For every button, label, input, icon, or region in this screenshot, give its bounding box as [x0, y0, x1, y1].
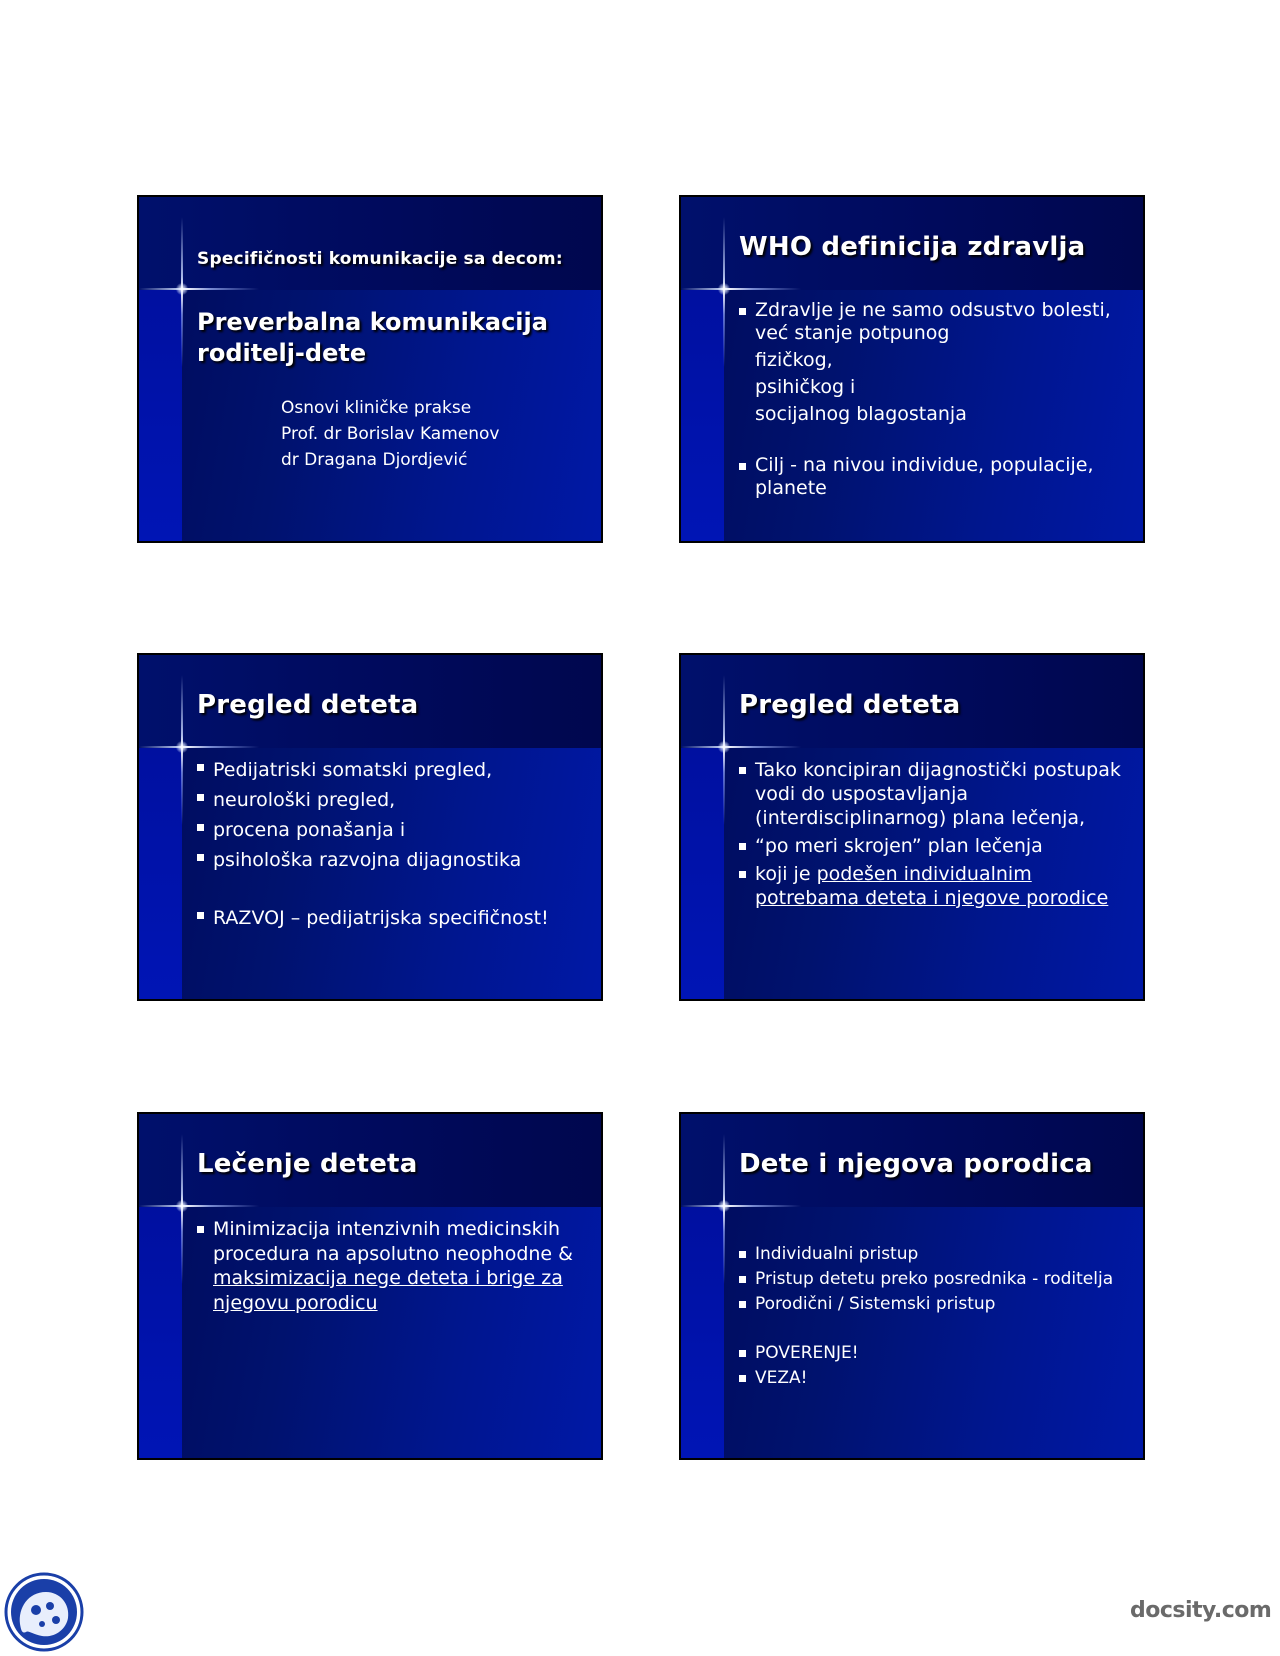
list-item: Individualni pristup	[739, 1242, 1135, 1267]
list-item: psihološka razvojna dijagnostika	[197, 845, 593, 875]
slide-title-line-1: Preverbalna komunikacija	[197, 308, 548, 336]
slide-title-band	[139, 197, 601, 290]
slide-authors	[281, 395, 499, 473]
slide-3	[137, 653, 603, 1001]
slide-left-strip	[681, 1207, 724, 1458]
underlined-text: potrebama deteta i njegove porodice	[755, 887, 1109, 909]
light-flare-center	[176, 1200, 188, 1212]
slide-5	[137, 1112, 603, 1460]
slide-4	[679, 653, 1145, 1001]
docsity-brand-text[interactable]: docsity.com	[1130, 1598, 1272, 1623]
light-flare-center	[718, 1200, 730, 1212]
docsity-logo-icon[interactable]	[4, 1572, 84, 1652]
list-item-line: Minimizacija intenzivnih medicinskih	[213, 1218, 561, 1240]
list-item: Pedijatriski somatski pregled,	[197, 755, 593, 785]
slide-left-strip	[139, 290, 182, 541]
slide-2	[679, 195, 1145, 543]
slide-title	[197, 307, 591, 369]
light-flare-horizontal	[139, 288, 259, 290]
bullet-list	[197, 1217, 593, 1315]
list-item	[739, 454, 1135, 500]
slide-title: Pregled deteta	[739, 690, 961, 720]
light-flare-center	[176, 283, 188, 295]
slide-left-strip	[139, 748, 182, 999]
list-item: POVERENJE!	[739, 1341, 1135, 1366]
slide-title: Dete i njegova porodica	[739, 1149, 1093, 1179]
list-item: RAZVOJ – pedijatrijska specifičnost!	[197, 903, 593, 933]
list-item-line: Cilj - na nivou individue, populacije,	[755, 454, 1094, 476]
light-flare-center	[176, 741, 188, 753]
underlined-text: njegovu porodicu	[213, 1291, 378, 1314]
bullet-list	[739, 299, 1135, 500]
list-item-line: (interdisciplinarnog) plana lečenja,	[755, 807, 1086, 829]
bullet-list	[197, 755, 593, 933]
light-flare-horizontal	[681, 1205, 801, 1207]
list-item: procena ponašanja i	[197, 815, 593, 845]
list-item: Pristup detetu preko posrednika - roditelja	[739, 1267, 1135, 1292]
list-item-line: planete	[755, 477, 827, 499]
light-flare-center	[718, 283, 730, 295]
list-item	[739, 862, 1135, 910]
slide-6	[679, 1112, 1145, 1460]
list-item-line: procedura na apsolutno neophodne &	[213, 1242, 573, 1265]
slide-left-strip	[681, 748, 724, 999]
slide-title: WHO definicija zdravlja	[739, 232, 1086, 262]
list-item-line: socijalnog blagostanja	[755, 403, 967, 425]
list-item	[197, 1217, 593, 1315]
list-item-line: već stanje potpunog	[755, 322, 950, 344]
underlined-text: podešen individualnim	[816, 863, 1032, 885]
light-flare-center	[718, 741, 730, 753]
author-1: Prof. dr Borislav Kamenov	[281, 424, 500, 444]
slide-title-line-2: roditelj-dete	[197, 339, 367, 367]
list-item-line: fizičkog,	[755, 349, 833, 371]
list-item-line	[755, 862, 1135, 886]
list-item-line: Tako koncipiran dijagnostički postupak	[755, 759, 1121, 781]
list-item: VEZA!	[739, 1366, 1135, 1391]
text-fragment: koji je	[755, 863, 817, 885]
slide-subtitle: Specifičnosti komunikacije sa decom:	[197, 249, 563, 269]
list-item-line: psihičkog i	[755, 376, 856, 398]
slide-title: Pregled deteta	[197, 690, 419, 720]
slide-title: Lečenje deteta	[197, 1149, 418, 1179]
list-item: “po meri skrojen” plan lečenja	[739, 834, 1135, 858]
slide-1	[137, 195, 603, 543]
author-2: dr Dragana Djordjević	[281, 450, 468, 470]
light-flare-horizontal	[139, 1205, 259, 1207]
list-item	[739, 758, 1135, 830]
underlined-text: maksimizacija nege deteta i brige za	[213, 1267, 563, 1289]
light-flare-horizontal	[681, 288, 801, 290]
list-item-line: vodi do uspostavljanja	[755, 783, 968, 805]
light-flare-horizontal	[681, 746, 801, 748]
list-item-line: Zdravlje je ne samo odsustvo bolesti,	[755, 299, 1111, 321]
light-flare-horizontal	[139, 746, 259, 748]
bullet-list	[739, 758, 1135, 910]
slide-left-strip	[139, 1207, 182, 1458]
list-item	[739, 299, 1135, 345]
bullet-list	[739, 1242, 1135, 1391]
list-item: neurološki pregled,	[197, 785, 593, 815]
list-item: Porodični / Sistemski pristup	[739, 1292, 1135, 1317]
course-name: Osnovi kliničke prakse	[281, 398, 472, 418]
list-item-sub	[739, 347, 1135, 428]
slide-left-strip	[681, 290, 724, 541]
